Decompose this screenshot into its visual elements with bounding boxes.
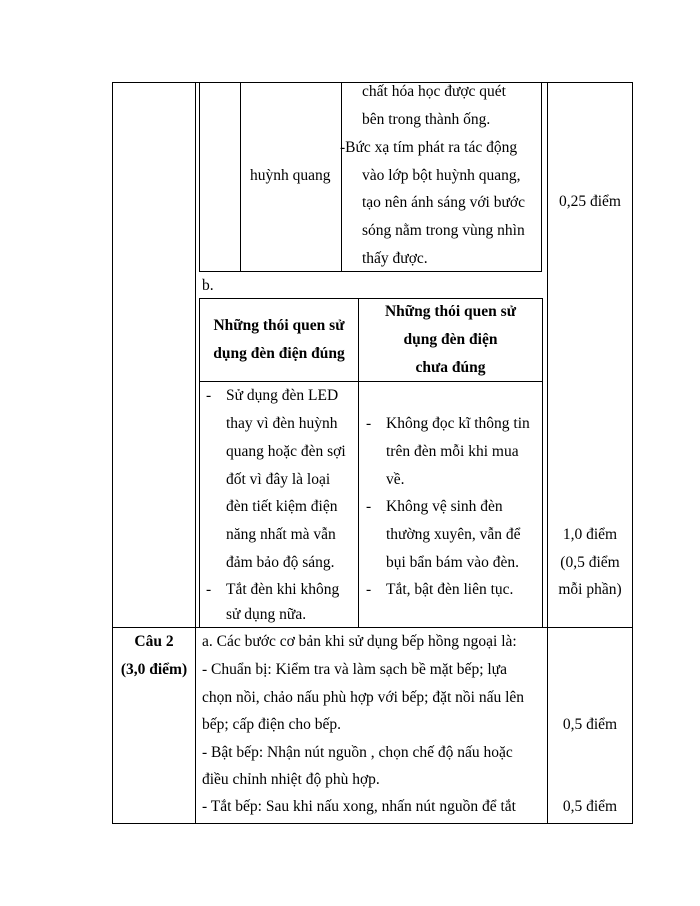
- score-part-b: 1,0 điểm: [562, 526, 618, 543]
- list-item: Không vệ sinh đèn: [386, 498, 503, 515]
- lamp-desc-line: tạo nên ánh sáng với bước: [362, 194, 525, 211]
- question-points: (3,0 điểm): [120, 661, 188, 678]
- list-item: bụi bẩn bám vào đèn.: [386, 554, 520, 571]
- header-correct-habits: dụng đèn điện đúng: [213, 345, 345, 362]
- outer-table-right-border: [632, 82, 633, 824]
- lamp-subtable-bottom: [199, 271, 542, 272]
- list-item: sử dụng nữa.: [226, 606, 307, 623]
- list-item: Tắt, bật đèn liên tục.: [386, 581, 514, 598]
- lamp-desc-line: sóng nằm trong vùng nhìn: [362, 222, 525, 239]
- list-item: thường xuyên, vẫn để: [386, 526, 521, 543]
- outer-table-bottom-border: [112, 823, 632, 824]
- lamp-desc-line: thấy được.: [362, 250, 428, 267]
- lamp-subtable-left: [199, 82, 200, 272]
- list-bullet: -: [366, 415, 372, 432]
- score-part-b: (0,5 điểm: [560, 554, 620, 571]
- question-label: Câu 2: [134, 633, 174, 650]
- list-item: quang hoặc đèn sợi: [226, 443, 346, 460]
- habits-header-bottom: [199, 381, 543, 382]
- outer-table-left-border: [112, 82, 113, 824]
- answer-line: - Tắt bếp: Sau khi nấu xong, nhấn nút nguồn để tắt: [202, 798, 516, 815]
- answer-line: - Chuẩn bị: Kiểm tra và làm sạch bề mặt bếp; lựa: [202, 661, 507, 678]
- list-bullet: -: [206, 581, 212, 598]
- list-item: về.: [386, 471, 405, 488]
- header-incorrect-habits: dụng đèn điện: [403, 331, 498, 348]
- list-bullet: -: [366, 581, 372, 598]
- habits-top: [199, 298, 543, 299]
- answer-line: bếp; cấp điện cho bếp.: [202, 716, 342, 733]
- header-correct-habits: Những thói quen sử: [213, 317, 345, 334]
- lamp-subtable-col: [240, 82, 241, 272]
- list-item: Không đọc kĩ thông tin: [386, 415, 530, 432]
- lamp-desc-line: bên trong thành ống.: [362, 111, 491, 128]
- habits-right: [542, 298, 543, 628]
- habits-bottom: [199, 627, 543, 628]
- list-item: thay vì đèn huỳnh: [226, 415, 338, 432]
- score-row2: 0,5 điểm: [562, 798, 618, 815]
- answer-line: điều chỉnh nhiệt độ phù hợp.: [202, 771, 380, 788]
- score-row2: 0,5 điểm: [562, 716, 618, 733]
- answer-line: chọn nồi, chảo nấu phù hợp với bếp; đặt nồi nấu lên: [202, 689, 525, 706]
- col-divider-1: [195, 82, 196, 824]
- lamp-subtable-right: [541, 82, 542, 272]
- list-item: Sử dụng đèn LED: [226, 387, 339, 404]
- list-item: đảm bảo độ sáng.: [226, 554, 335, 571]
- header-incorrect-habits: Những thói quen sử: [384, 303, 517, 320]
- lamp-subtable-col2: [341, 82, 342, 272]
- list-item: năng nhất mà vẫn: [226, 526, 336, 543]
- list-bullet: -: [206, 387, 212, 404]
- list-item: đốt vì đây là loại: [226, 471, 331, 488]
- answer-line: - Bật bếp: Nhận nút nguồn , chọn chế độ nấu hoặc: [202, 744, 513, 761]
- answer-line: a. Các bước cơ bản khi sử dụng bếp hồng ngoại là:: [202, 633, 517, 650]
- header-incorrect-habits: chưa đúng: [415, 359, 486, 376]
- lamp-name: huỳnh quang: [250, 167, 331, 184]
- list-item: đèn tiết kiệm điện: [226, 498, 338, 515]
- list-item: Tắt đèn khi không: [226, 581, 340, 598]
- score-part-a: 0,25 điểm: [559, 193, 621, 210]
- lamp-desc-line: -Bức xạ tím phát ra tác động: [340, 139, 518, 156]
- list-bullet: -: [366, 498, 372, 515]
- list-item: trên đèn mỗi khi mua: [386, 443, 519, 460]
- part-b-label: b.: [202, 277, 214, 294]
- lamp-desc-line: chất hóa học được quét: [362, 83, 506, 100]
- lamp-desc-line: vào lớp bột huỳnh quang,: [362, 167, 521, 184]
- score-part-b: mỗi phần): [558, 581, 622, 598]
